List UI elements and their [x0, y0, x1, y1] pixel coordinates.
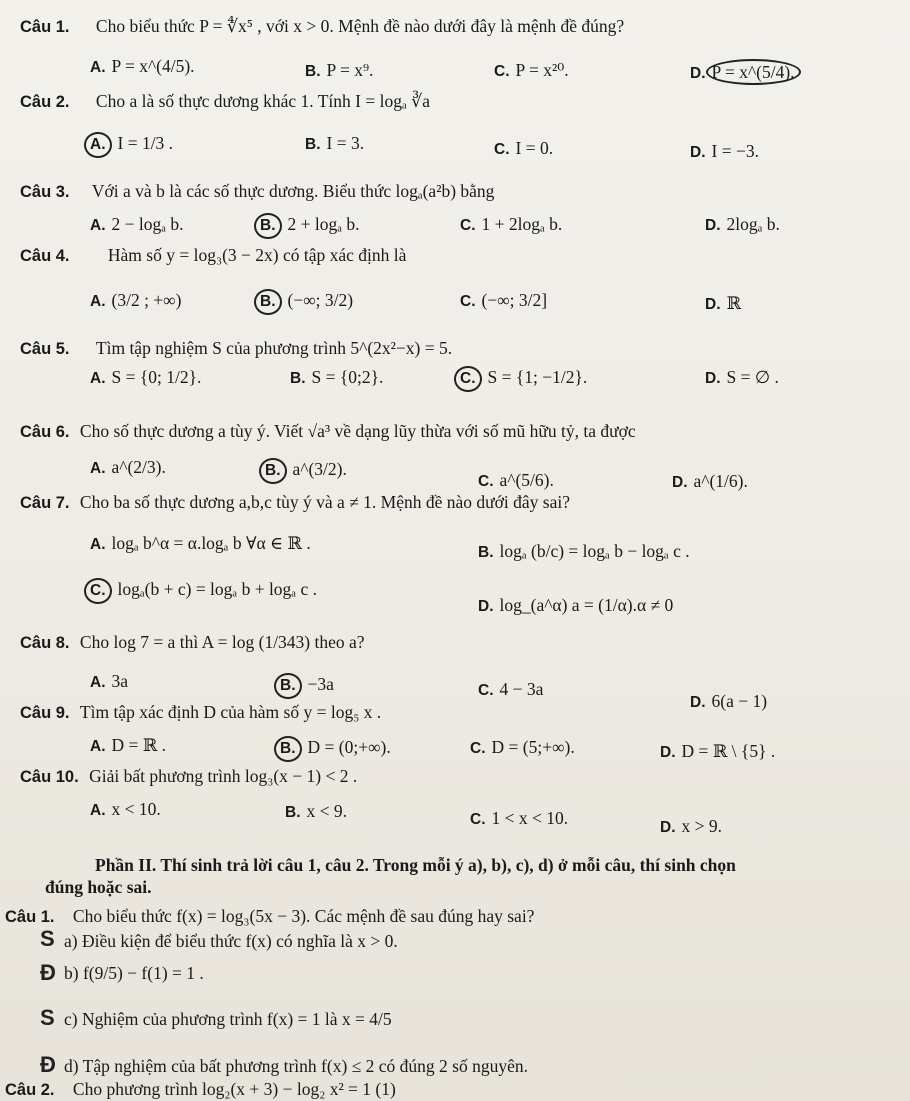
- question-10: [20, 765, 357, 788]
- q4-option-c[interactable]: C. (−∞; 3/2]: [460, 290, 548, 310]
- q10-option-b[interactable]: B. x < 9.: [285, 801, 347, 821]
- question-number: Câu 7.: [20, 494, 70, 512]
- question-text: Với a và b là các số thực dương. Biểu thức logₐ(a²b) bằng: [91, 181, 495, 201]
- question-5: [20, 337, 452, 360]
- q1-option-c[interactable]: C. P = x²⁰.: [494, 60, 569, 80]
- question-number: Câu 1.: [5, 908, 55, 926]
- question-number: Câu 5.: [20, 340, 70, 358]
- question-number: Câu 10.: [20, 768, 79, 786]
- option-text: P = x⁹.: [326, 60, 374, 80]
- option-text: D = (0;+∞).: [307, 737, 391, 757]
- q7-option-c[interactable]: C. logₐ(b + c) = logₐ b + logₐ c .: [90, 578, 317, 604]
- question-text: Tìm tập xác định D của hàm số y = log₅ x .: [79, 702, 382, 722]
- q5-option-d[interactable]: D. S = ∅ .: [705, 367, 779, 387]
- q3-option-c[interactable]: C. 1 + 2logₐ b.: [460, 214, 563, 234]
- option-text: 2logₐ b.: [726, 214, 780, 234]
- statement-a[interactable]: a) Điều kiện để biểu thức f(x) có nghĩa là x > 0.: [64, 931, 398, 951]
- option-text: logₐ (b/c) = logₐ b − logₐ c .: [499, 541, 690, 561]
- answer-mark-dung: Đ: [40, 960, 56, 985]
- option-text: (−∞; 3/2]: [481, 290, 548, 310]
- option-text: 2 + logₐ b.: [287, 214, 360, 234]
- q8-option-b[interactable]: B. −3a: [280, 673, 334, 699]
- option-text: 1 + 2logₐ b.: [481, 214, 563, 234]
- q6-option-b[interactable]: B. a^(3/2).: [265, 458, 347, 484]
- option-text: I = 3.: [326, 133, 365, 153]
- question-text: Giải bất phương trình log₃(x − 1) < 2 .: [89, 766, 358, 786]
- q8-option-c[interactable]: C. 4 − 3a: [478, 679, 544, 699]
- question-8: [20, 631, 365, 654]
- option-text: 6(a − 1): [711, 691, 768, 711]
- q8-option-a[interactable]: A. 3a: [90, 671, 129, 691]
- option-text: a^(2/3).: [111, 457, 166, 477]
- option-text: I = −3.: [711, 141, 759, 161]
- option-text: D = ℝ \ {5} .: [681, 741, 776, 761]
- option-text: I = 1/3 .: [117, 133, 174, 153]
- question-9: [20, 701, 381, 724]
- q9-option-b[interactable]: B. D = (0;+∞).: [280, 736, 391, 762]
- option-text: a^(1/6).: [693, 471, 748, 491]
- option-text: I = 0.: [515, 138, 554, 158]
- question-2: [20, 90, 430, 113]
- option-text: ℝ: [726, 293, 742, 313]
- q1-option-a[interactable]: A. P = x^(4/5).: [90, 56, 195, 76]
- q5-option-b[interactable]: B. S = {0;2}.: [290, 367, 384, 387]
- q6-option-a[interactable]: A. a^(2/3).: [90, 457, 166, 477]
- q1-option-b[interactable]: B. P = x⁹.: [305, 60, 374, 80]
- q9-option-a[interactable]: A. D = ℝ .: [90, 735, 167, 755]
- answer-mark-sai: S: [40, 926, 55, 951]
- question-text: Cho số thực dương a tùy ý. Viết √a³ về dạng lũy thừa với số mũ hữu tỷ, ta được: [79, 421, 636, 441]
- option-text: x < 9.: [306, 801, 347, 821]
- option-text: S = {1; −1/2}.: [487, 367, 588, 387]
- question-6: [20, 420, 636, 443]
- q9-option-c[interactable]: C. D = (5;+∞).: [470, 737, 575, 757]
- q6-option-c[interactable]: C. a^(5/6).: [478, 470, 554, 490]
- question-1: [20, 15, 624, 38]
- q6-option-d[interactable]: D. a^(1/6).: [672, 471, 748, 491]
- question-text: Cho ba số thực dương a,b,c tùy ý và a ≠ 1. Mệnh đề nào dưới đây sai?: [79, 492, 570, 512]
- option-text: 4 − 3a: [499, 679, 544, 699]
- q10-option-d[interactable]: D. x > 9.: [660, 816, 722, 836]
- q10-option-a[interactable]: A. x < 10.: [90, 799, 161, 819]
- option-text: S = {0;2}.: [311, 367, 384, 387]
- question-number: Câu 9.: [20, 704, 70, 722]
- question-text: Tìm tập nghiệm S của phương trình 5^(2x²−x) = 5.: [95, 338, 453, 358]
- question-number: Câu 8.: [20, 634, 70, 652]
- question-number: Câu 6.: [20, 423, 70, 441]
- option-text: D = ℝ .: [111, 735, 167, 755]
- q3-option-d[interactable]: D. 2logₐ b.: [705, 214, 780, 234]
- q4-option-b[interactable]: B. (−∞; 3/2): [260, 289, 353, 315]
- q3-option-b[interactable]: B. 2 + logₐ b.: [260, 213, 360, 239]
- option-text: P = x²⁰.: [515, 60, 569, 80]
- option-text: logₐ(b + c) = logₐ b + logₐ c .: [117, 579, 317, 599]
- q4-option-a[interactable]: A. (3/2 ; +∞): [90, 290, 182, 310]
- q7-option-a[interactable]: A. logₐ b^α = α.logₐ b ∀α ∈ ℝ .: [90, 533, 311, 553]
- question-text: Cho log 7 = a thì A = log (1/343) theo a?: [79, 632, 365, 652]
- q1-option-d[interactable]: D. P = x^(5/4).: [690, 59, 801, 85]
- q2-option-a[interactable]: A. I = 1/3 .: [90, 132, 173, 158]
- q3-option-a[interactable]: A. 2 − logₐ b.: [90, 214, 184, 234]
- option-text: a^(5/6).: [499, 470, 554, 490]
- option-text: log_(a^α) a = (1/α).α ≠ 0: [499, 595, 674, 615]
- question-text: Hàm số y = log₃(3 − 2x) có tập xác định là: [107, 245, 407, 265]
- question-3: [20, 180, 494, 203]
- option-text: 1 < x < 10.: [491, 808, 569, 828]
- q8-option-d[interactable]: D. 6(a − 1): [690, 691, 768, 711]
- statement-c[interactable]: c) Nghiệm của phương trình f(x) = 1 là x = 4/5: [64, 1009, 392, 1029]
- statement-b[interactable]: b) f(9/5) − f(1) = 1 .: [64, 963, 204, 983]
- q2-option-c[interactable]: C. I = 0.: [494, 138, 554, 158]
- q5-option-c[interactable]: C. S = {1; −1/2}.: [460, 366, 587, 392]
- question-number: Câu 2.: [20, 93, 70, 111]
- question-7: [20, 491, 570, 514]
- statement-d[interactable]: d) Tập nghiệm của bất phương trình f(x) ≤ 2 có đúng 2 số nguyên.: [64, 1056, 528, 1076]
- question-text: Cho biểu thức f(x) = log₃(5x − 3). Các mệnh đề sau đúng hay sai?: [72, 906, 535, 926]
- option-text: S = {0; 1/2}.: [111, 367, 202, 387]
- q5-option-a[interactable]: A. S = {0; 1/2}.: [90, 367, 202, 387]
- part2-title: Phần II. Thí sinh trả lời câu 1, câu 2. Trong mỗi ý a), b), c), d) ở mỗi câu, thí sinh chọn: [95, 855, 736, 875]
- option-text: P = x^(5/4).: [706, 59, 801, 85]
- part2-question-1: [5, 905, 534, 928]
- q10-option-c[interactable]: C. 1 < x < 10.: [470, 808, 569, 828]
- question-number: Câu 1.: [20, 18, 70, 36]
- question-text: Cho a là số thực dương khác 1. Tính I = logₐ ∛a: [95, 91, 431, 111]
- part2-title-cont: đúng hoặc sai.: [45, 877, 152, 897]
- option-text: 2 − logₐ b.: [111, 214, 184, 234]
- question-4: [20, 244, 406, 267]
- answer-mark-sai: S: [40, 1005, 55, 1030]
- option-text: P = x^(4/5).: [111, 56, 195, 76]
- question-number: Câu 2.: [5, 1081, 55, 1099]
- question-number: Câu 4.: [20, 247, 70, 265]
- option-text: S = ∅ .: [726, 367, 779, 387]
- q7-option-d[interactable]: D. log_(a^α) a = (1/α).α ≠ 0: [478, 595, 674, 615]
- option-text: (3/2 ; +∞): [111, 290, 182, 310]
- q9-option-d[interactable]: D. D = ℝ \ {5} .: [660, 741, 776, 761]
- option-text: a^(3/2).: [292, 459, 347, 479]
- question-text: Cho phương trình log₂(x + 3) − log₂ x² = 1 (1): [72, 1079, 396, 1099]
- part2-question-2: [5, 1078, 396, 1101]
- option-text: −3a: [307, 674, 334, 694]
- q4-option-d[interactable]: D. ℝ: [705, 293, 742, 313]
- option-text: x > 9.: [681, 816, 722, 836]
- answer-mark-dung: Đ: [40, 1052, 56, 1077]
- option-text: x < 10.: [111, 799, 161, 819]
- option-text: D = (5;+∞).: [491, 737, 575, 757]
- option-text: logₐ b^α = α.logₐ b ∀α ∈ ℝ .: [111, 533, 311, 553]
- question-text: Cho biểu thức P = ∜x⁵ , với x > 0. Mệnh đề nào dưới đây là mệnh đề đúng?: [95, 16, 625, 36]
- option-text: 3a: [111, 671, 129, 691]
- question-number: Câu 3.: [20, 183, 70, 201]
- q2-option-b[interactable]: B. I = 3.: [305, 133, 365, 153]
- option-text: (−∞; 3/2): [287, 290, 354, 310]
- q2-option-d[interactable]: D. I = −3.: [690, 141, 759, 161]
- q7-option-b[interactable]: B. logₐ (b/c) = logₐ b − logₐ c .: [478, 541, 690, 561]
